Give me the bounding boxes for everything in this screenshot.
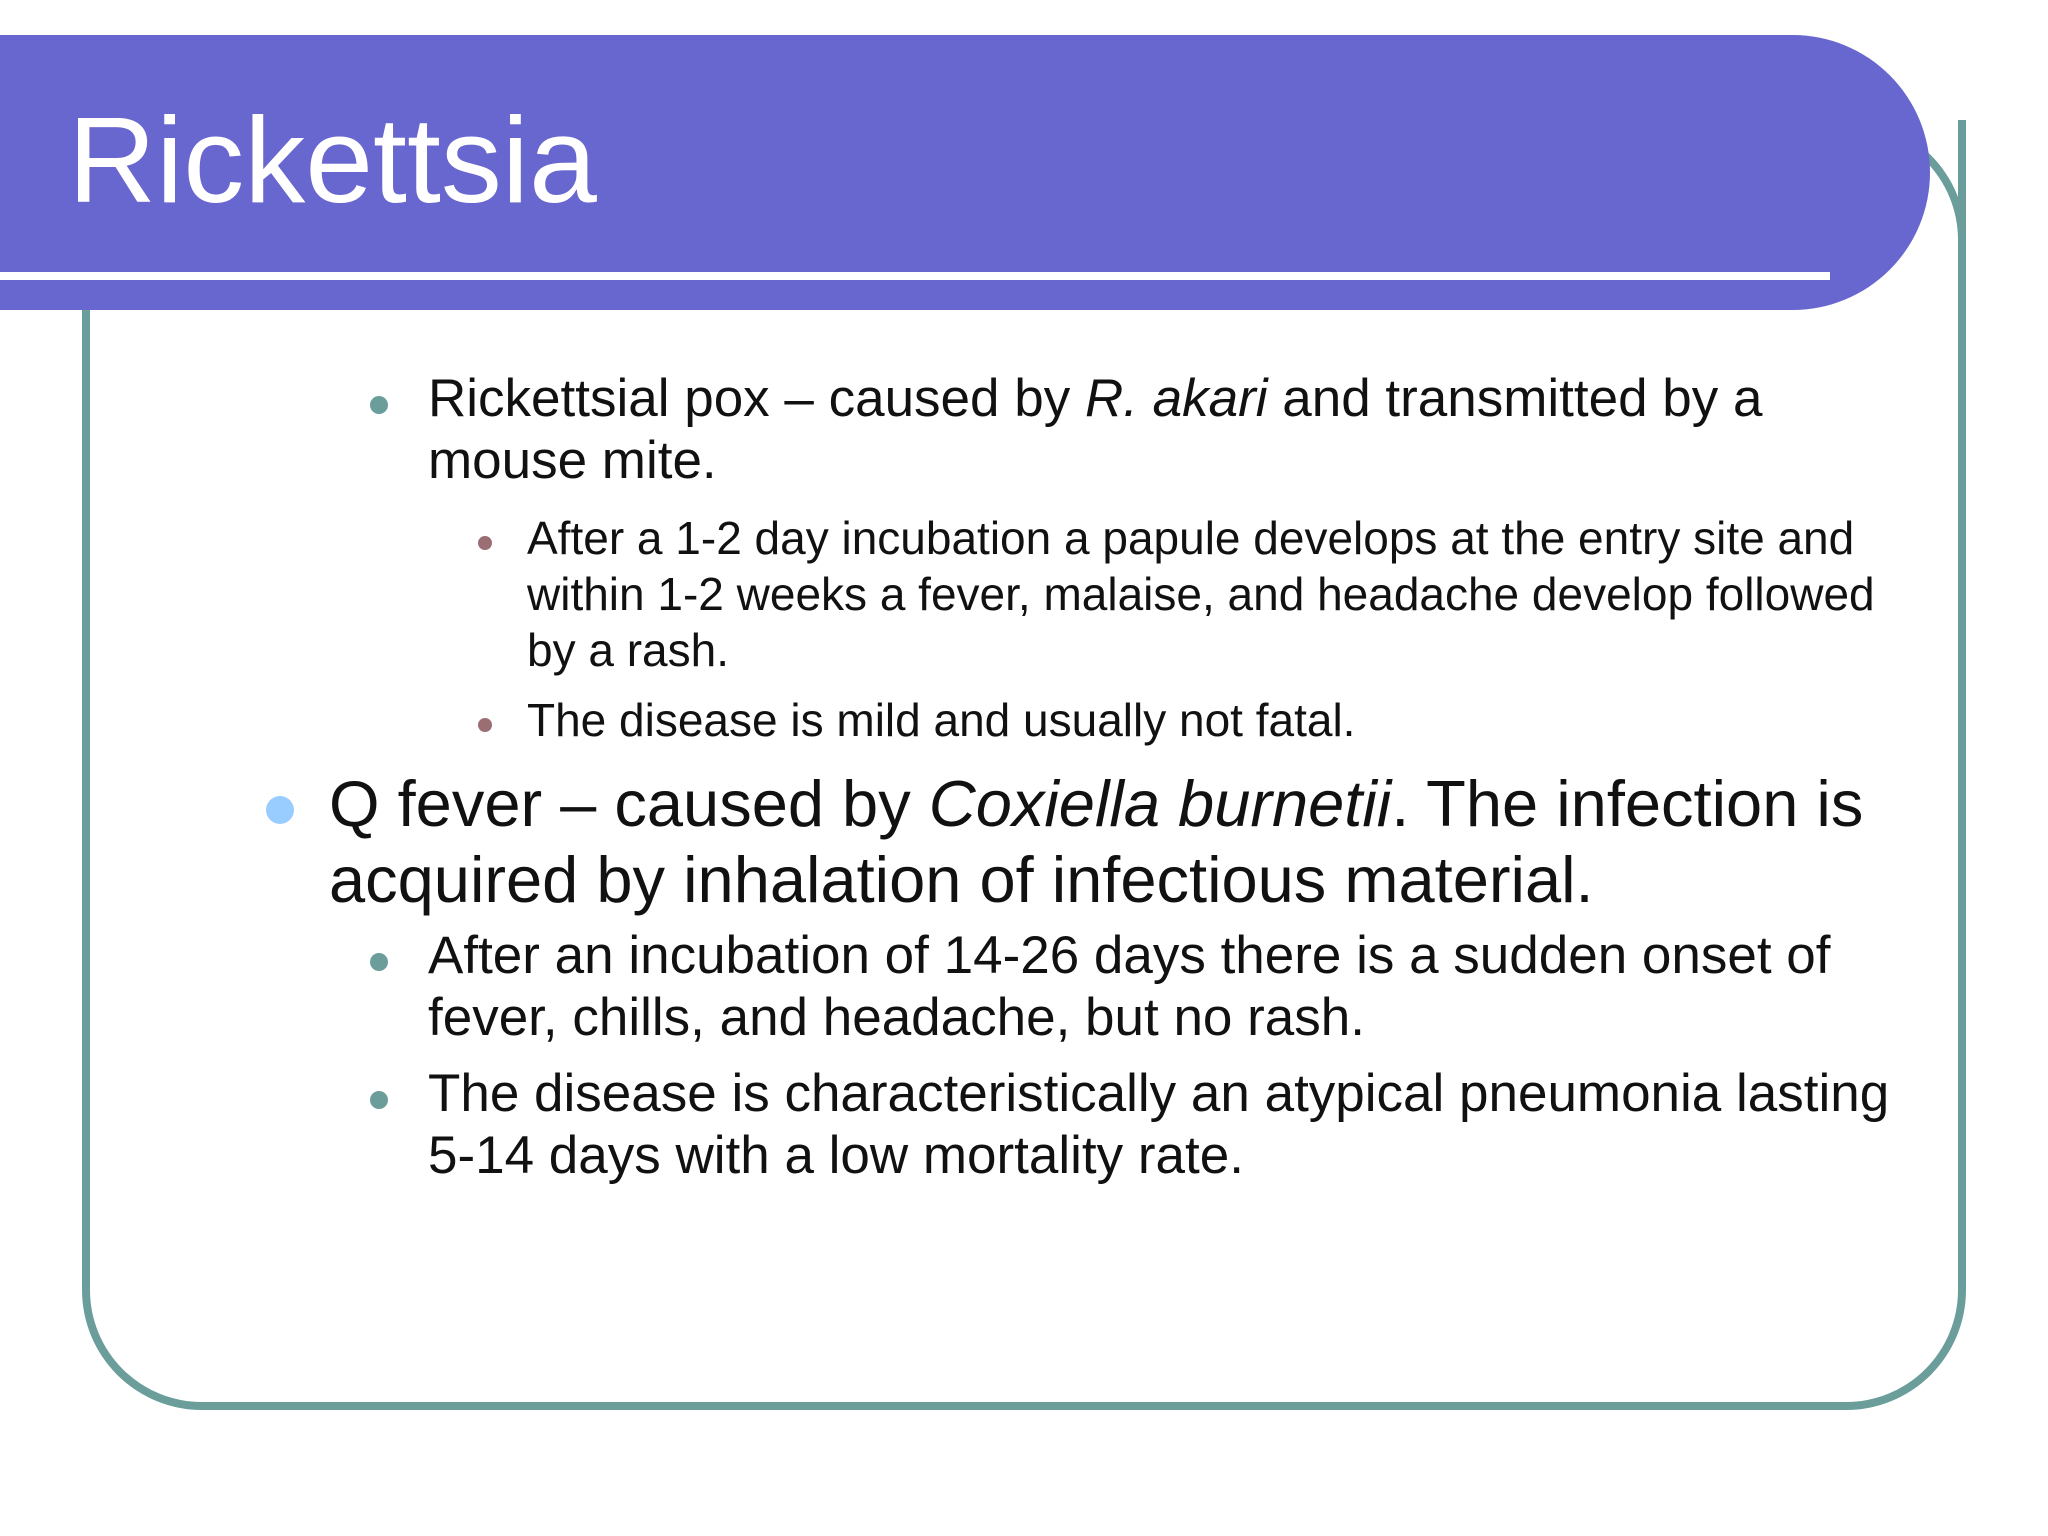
bullet-dot-icon: [370, 1091, 388, 1109]
bullet-text: The disease is characteristically an atypical pneumonia lasting 5-14 days with a low mortality rate.: [428, 1064, 1890, 1185]
bullet-text: Rickettsial pox – caused by R. akari and transmitted by a mouse mite.: [428, 369, 1763, 490]
bullet-dot-icon: [370, 953, 388, 971]
bullet-pox-mild: [478, 692, 1898, 748]
bullet-dot-icon: [478, 718, 492, 732]
bullet-q-fever-pneumonia: [370, 1063, 1890, 1187]
slide-title: Rickettsia: [68, 92, 597, 228]
bullet-q-fever-incubation: [370, 925, 1890, 1049]
bullet-dot-icon: [478, 536, 492, 550]
slide-frame: [82, 120, 1966, 1410]
bullet-pox-incubation: [478, 510, 1898, 678]
bullet-q-fever: [266, 766, 1926, 918]
title-underline: [0, 272, 1830, 280]
bullet-text: After an incubation of 14-26 days there is a sudden onset of fever, chills, and headache, but no rash.: [428, 926, 1831, 1047]
bullet-dot-icon: [266, 796, 294, 824]
bullet-rickettsial-pox: [370, 368, 1910, 492]
bullet-text: After a 1-2 day incubation a papule develops at the entry site and within 1-2 weeks a fever, malaise, and headache develop followed by a rash.: [527, 512, 1875, 676]
bullet-text: The disease is mild and usually not fatal.: [527, 694, 1356, 746]
bullet-text: Q fever – caused by Coxiella burnetii. The infection is acquired by inhalation of infectious material.: [329, 767, 1864, 916]
bullet-dot-icon: [370, 396, 388, 414]
